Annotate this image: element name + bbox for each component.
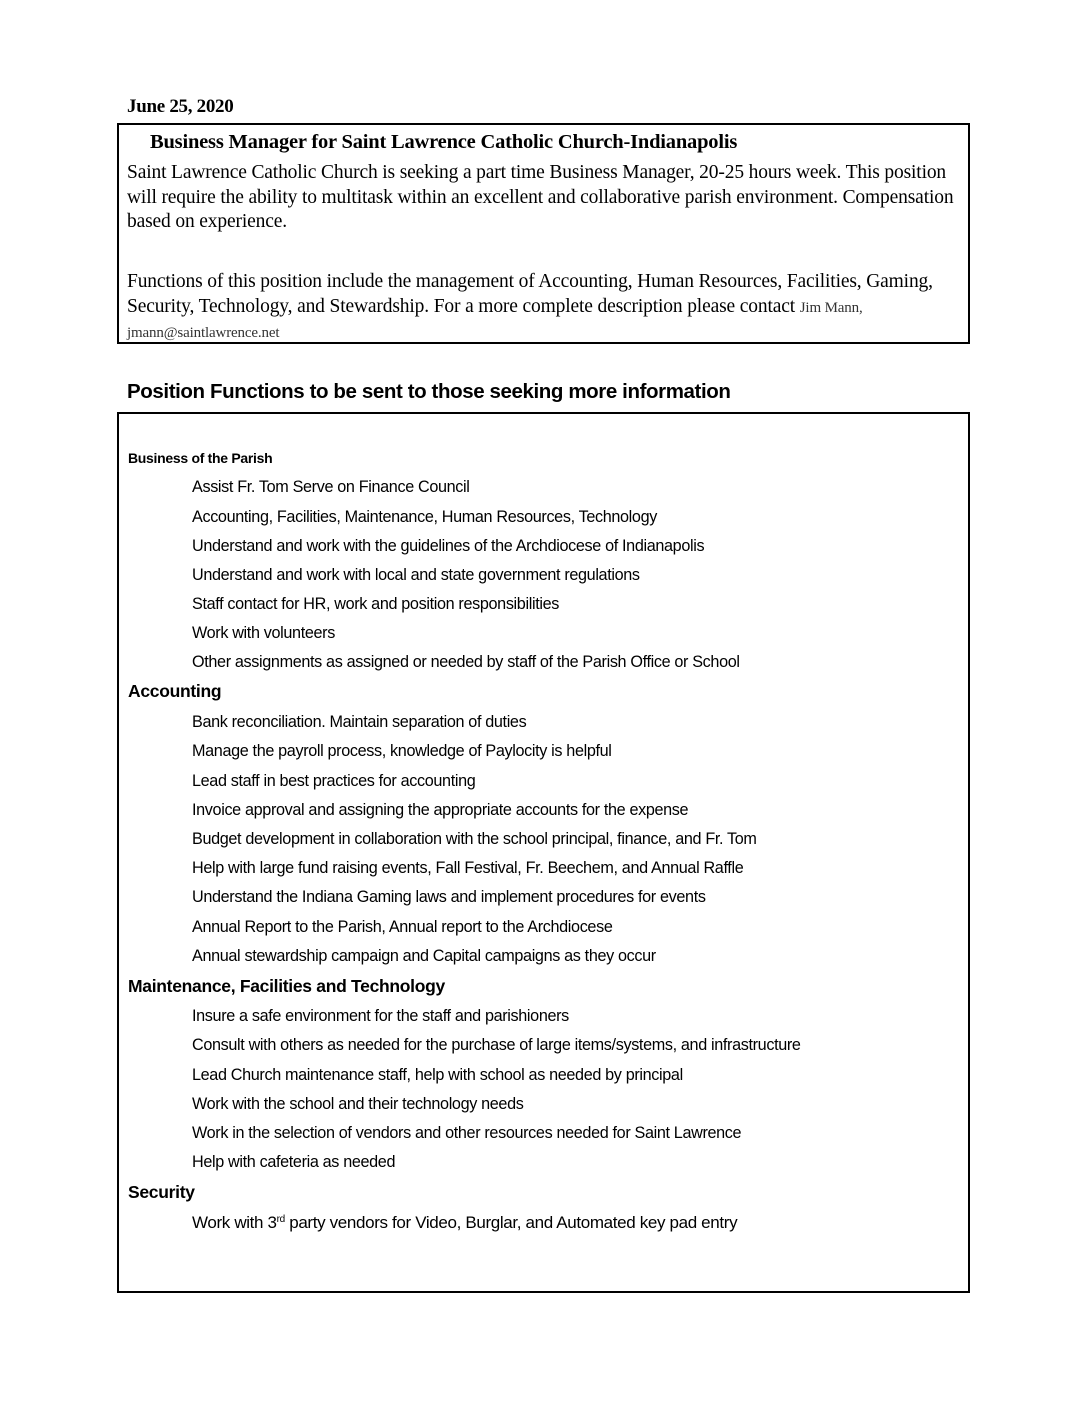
ordinal-superscript: rd xyxy=(276,1214,285,1225)
list-item: Help with cafeteria as needed xyxy=(192,1153,396,1171)
list-item: Insure a safe environment for the staff and parishioners xyxy=(192,1007,569,1025)
section-heading: Position Functions to be sent to those seeking more information xyxy=(127,380,731,403)
list-item: Assist Fr. Tom Serve on Finance Council xyxy=(192,478,470,496)
list-item: Understand and work with the guidelines of the Archdiocese of Indianapolis xyxy=(192,537,705,555)
contact-info: Jim Mann, jmann@saintlawrence.net xyxy=(127,299,863,341)
list-item: Budget development in collaboration with the school principal, finance, and Fr. Tom xyxy=(192,830,757,848)
list-item: Work with the school and their technology needs xyxy=(192,1095,524,1113)
list-item: Invoice approval and assigning the appropriate accounts for the expense xyxy=(192,801,689,819)
list-item: Lead Church maintenance staff, help with school as needed by principal xyxy=(192,1066,683,1084)
category-heading-accounting: Accounting xyxy=(128,681,222,701)
list-item: Lead staff in best practices for accounting xyxy=(192,772,476,790)
category-heading-security: Security xyxy=(128,1182,195,1202)
document-date: June 25, 2020 xyxy=(127,96,234,117)
list-item: Staff contact for HR, work and position responsibilities xyxy=(192,595,559,613)
item-text: Work with 3 xyxy=(192,1213,277,1232)
job-title: Business Manager for Saint Lawrence Catholic Church-Indianapolis xyxy=(150,131,738,153)
list-item: Annual stewardship campaign and Capital campaigns as they occur xyxy=(192,947,656,965)
category-heading-business: Business of the Parish xyxy=(128,450,273,466)
job-functions-paragraph xyxy=(127,270,967,346)
list-item xyxy=(192,1213,737,1233)
job-summary-paragraph: Saint Lawrence Catholic Church is seeking a part time Business Manager, 20-25 hours week. This position will require the ability to multitask within an excellent and collaborative parish environment. Compensation based on experience. xyxy=(127,162,954,232)
job-functions-text: Functions of this position include the management of Accounting, Human Resources, Facilities, Gaming, Security, Technology, and Stewardship. For a more complete description please contact xyxy=(127,271,933,317)
list-item: Manage the payroll process, knowledge of Paylocity is helpful xyxy=(192,742,612,760)
list-item: Understand the Indiana Gaming laws and implement procedures for events xyxy=(192,888,706,906)
list-item: Accounting, Facilities, Maintenance, Human Resources, Technology xyxy=(192,508,657,526)
list-item: Other assignments as assigned or needed by staff of the Parish Office or School xyxy=(192,653,740,671)
list-item: Work in the selection of vendors and other resources needed for Saint Lawrence xyxy=(192,1124,742,1142)
list-item: Bank reconciliation. Maintain separation of duties xyxy=(192,713,527,731)
list-item: Understand and work with local and state government regulations xyxy=(192,566,640,584)
job-posting-box xyxy=(117,123,970,344)
item-text: party vendors for Video, Burglar, and Automated key pad entry xyxy=(284,1213,738,1232)
list-item: Consult with others as needed for the purchase of large items/systems, and infrastructure xyxy=(192,1036,801,1054)
category-heading-maintenance: Maintenance, Facilities and Technology xyxy=(128,976,445,996)
position-functions-box xyxy=(117,412,970,1293)
list-item: Work with volunteers xyxy=(192,624,335,642)
list-item: Annual Report to the Parish, Annual report to the Archdiocese xyxy=(192,918,613,936)
list-item: Help with large fund raising events, Fall Festival, Fr. Beechem, and Annual Raffle xyxy=(192,859,744,877)
